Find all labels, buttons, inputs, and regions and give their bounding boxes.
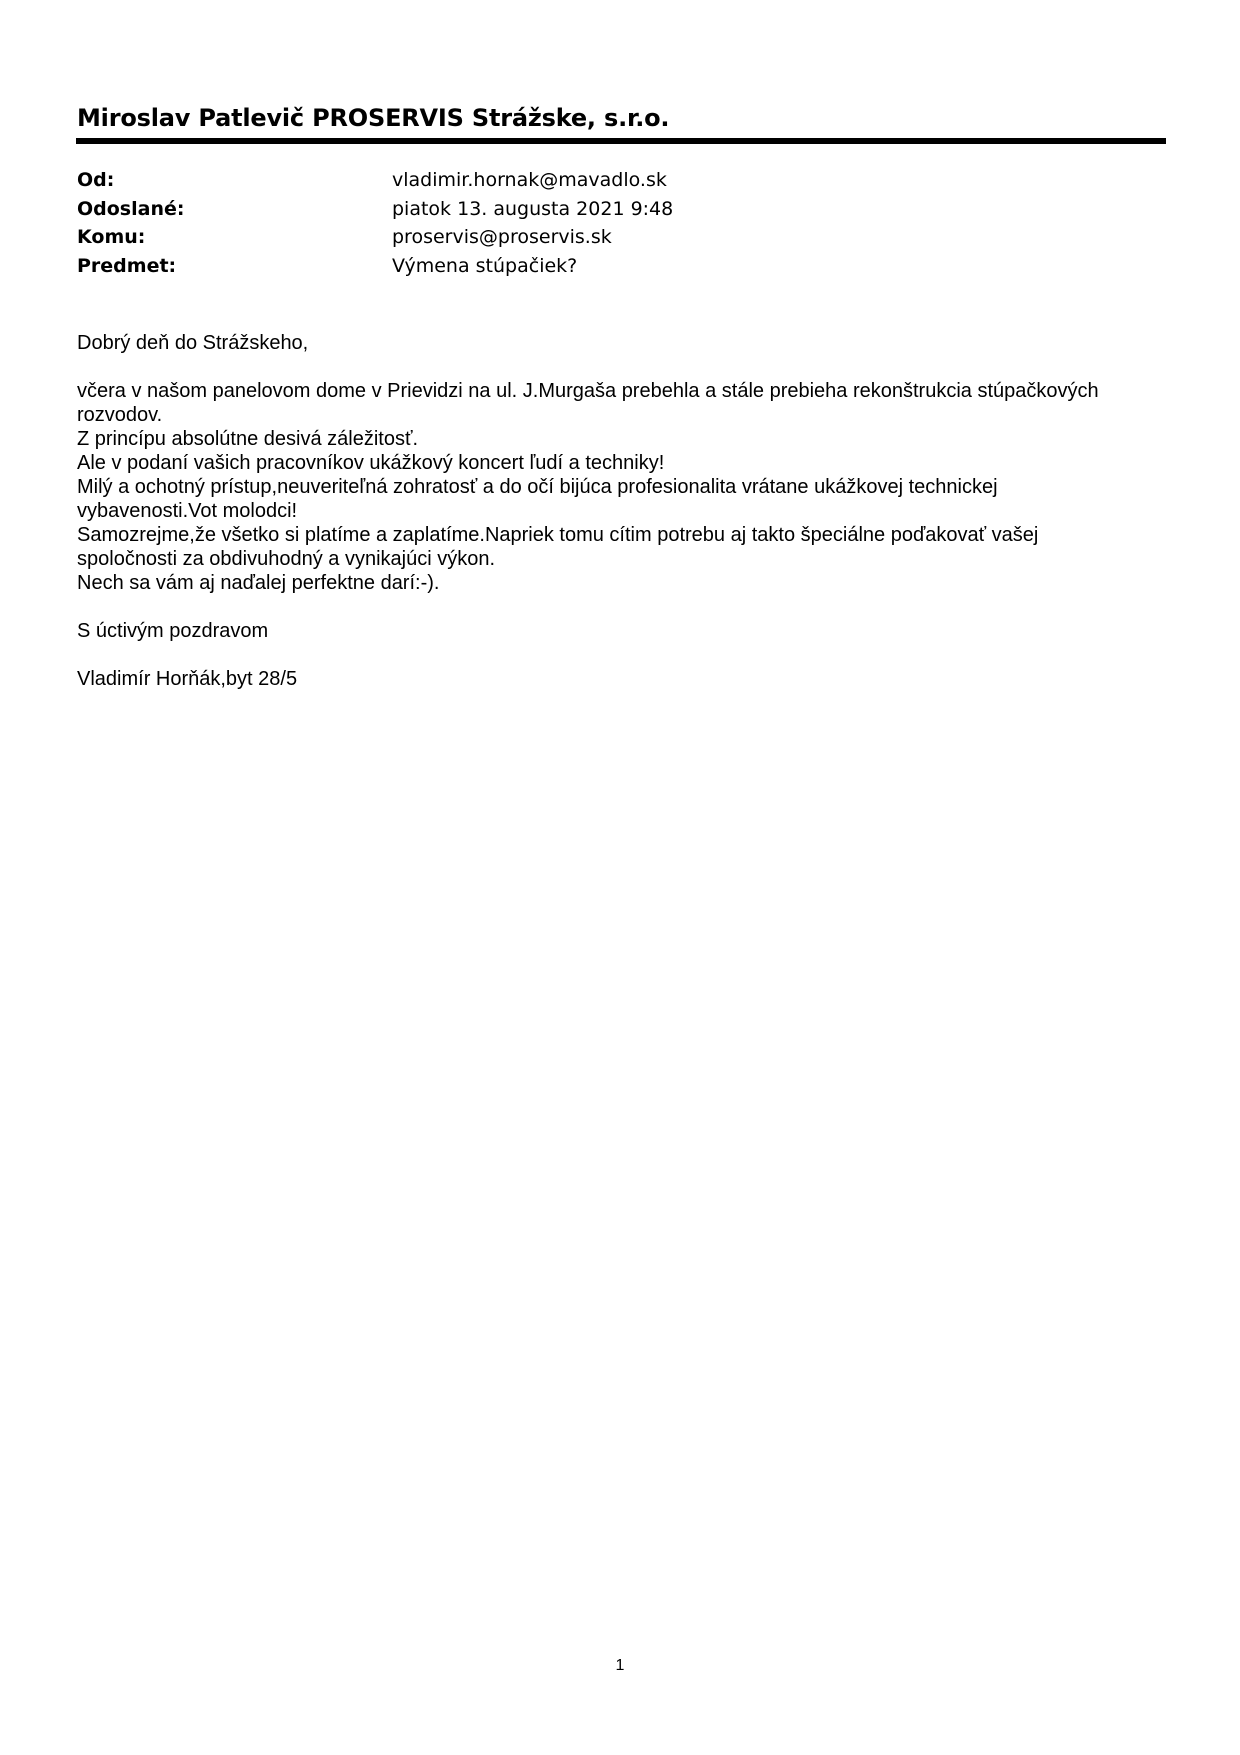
email-header <box>77 166 673 280</box>
page-number: 1 <box>615 1657 625 1674</box>
email-signature: Vladimír Horňák,byt 28/5 <box>77 668 298 690</box>
subject-label: Predmet: <box>77 254 177 277</box>
body-line: rozvodov. <box>77 404 163 426</box>
body-line: spoločnosti za obdivuhodný a vynikajúci výkon. <box>77 548 496 570</box>
mailbox-owner-title: Miroslav Patlevič PROSERVIS Strážske, s.r.o. <box>77 104 670 132</box>
body-line: Milý a ochotný prístup,neuveriteľná zohratosť a do očí bijúca profesionalita vrátane ukážkovej technickej <box>77 476 998 498</box>
email-body-paragraph <box>77 379 1157 595</box>
body-line: Z princípu absolútne desivá záležitosť. <box>77 428 419 450</box>
from-label: Od: <box>77 169 115 191</box>
email-greeting: Dobrý deň do Strážskeho, <box>77 332 309 354</box>
body-line: Samozrejme,že všetko si platíme a zaplatíme.Napriek tomu cítim potrebu aj takto špeciálne poďakovať vašej <box>77 524 1039 546</box>
sent-label: Odoslané: <box>77 197 185 220</box>
body-line: včera v našom panelovom dome v Prievidzi na ul. J.Murgaša prebehla a stále prebieha rekonštrukcia stúpačkových <box>77 380 1099 402</box>
from-value: vladimir.hornak@mavadlo.sk <box>392 169 667 191</box>
subject-value: Výmena stúpačiek? <box>392 254 578 277</box>
email-closing: S úctivým pozdravom <box>77 620 269 642</box>
header-row-from <box>77 166 673 195</box>
sent-value: piatok 13. augusta 2021 9:48 <box>392 197 674 220</box>
body-line: vybavenosti.Vot molodci! <box>77 500 298 522</box>
header-row-sent <box>77 195 673 224</box>
to-value: proservis@proservis.sk <box>392 226 612 248</box>
header-row-subject <box>77 252 673 281</box>
header-divider <box>76 138 1166 144</box>
body-line: Nech sa vám aj naďalej perfektne darí:-). <box>77 572 440 594</box>
body-line: Ale v podaní vašich pracovníkov ukážkový koncert ľudí a techniky! <box>77 452 665 474</box>
header-row-to <box>77 223 673 252</box>
to-label: Komu: <box>77 226 146 248</box>
